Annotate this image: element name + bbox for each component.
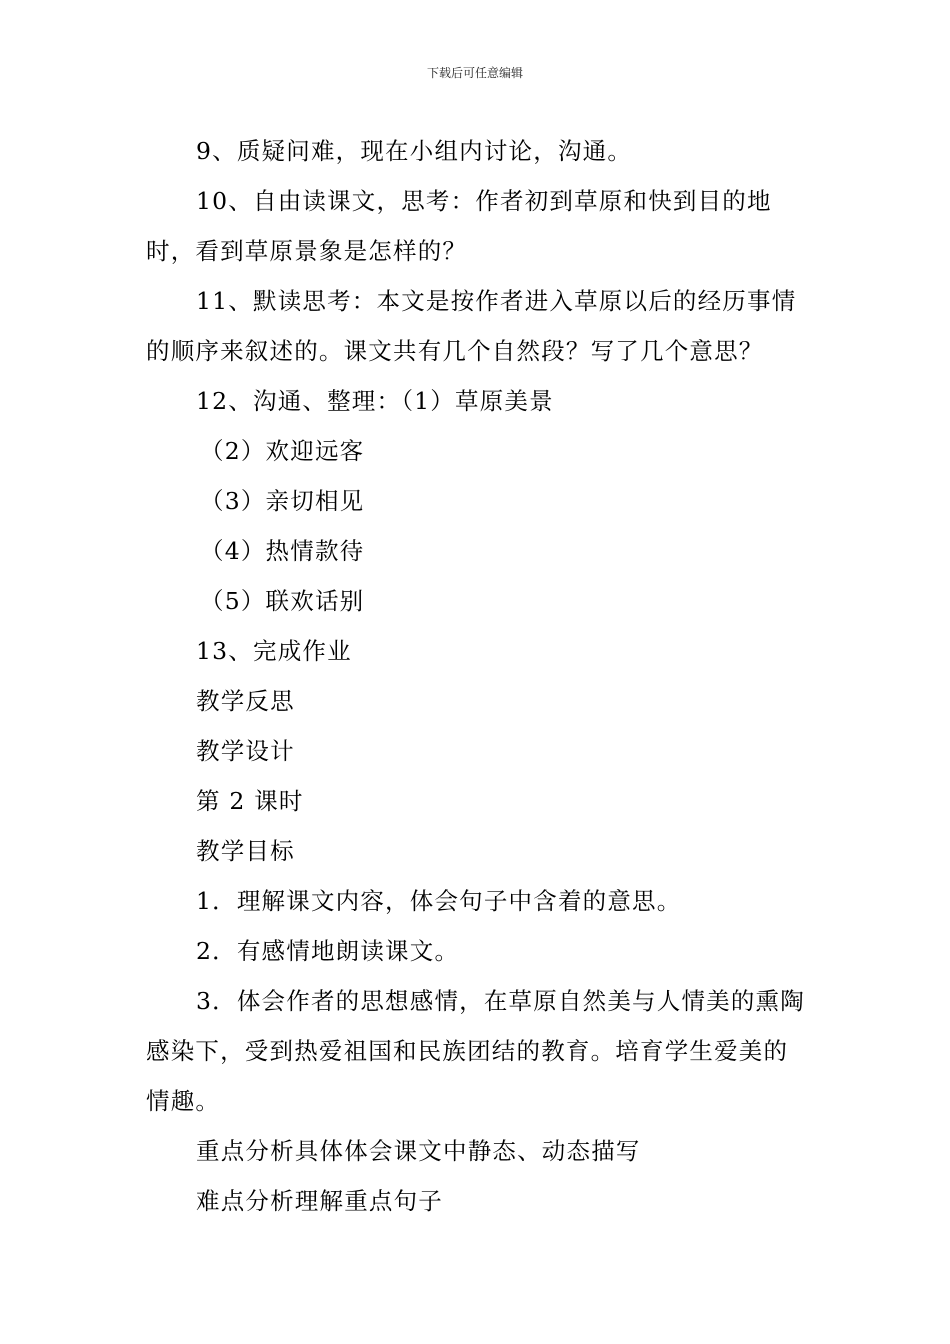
- list-item: （3）亲切相见: [200, 487, 365, 515]
- list-item: （5）联欢话别: [200, 587, 365, 615]
- paragraph: 11、默读思考：本文是按作者进入草原以后的经历事情的顺序来叙述的。课文共有几个自然段？写了几个意思？: [146, 287, 797, 365]
- objective-item: 1．理解课文内容，体会句子中含着的意思。: [196, 887, 682, 915]
- paragraph: 9、质疑问难，现在小组内讨论，沟通。: [196, 137, 633, 165]
- section-heading: 教学目标: [196, 837, 295, 865]
- paragraph: 13、完成作业: [196, 637, 352, 665]
- section-heading: 教学反思: [196, 687, 295, 715]
- list-item: （2）欢迎远客: [200, 437, 365, 465]
- paragraph: 10、自由读课文，思考：作者初到草原和快到目的地时，看到草原景象是怎样的？: [146, 187, 772, 265]
- objective-item: 2．有感情地朗读课文。: [196, 937, 460, 965]
- page-header: 下载后可任意编辑: [426, 66, 523, 80]
- objective-item: 3．体会作者的思想感情，在草原自然美与人情美的熏陶感染下，受到热爱祖国和民族团结的教育。培育学生爱美的情趣。: [146, 987, 805, 1115]
- paragraph: 重点分析具体体会课文中静态、动态描写: [196, 1137, 641, 1165]
- paragraph: 12、沟通、整理：（1）草原美景: [196, 387, 554, 415]
- document-body: [146, 126, 810, 1226]
- list-item: （4）热情款待: [200, 537, 365, 565]
- section-heading: 第 2 课时: [196, 787, 304, 815]
- paragraph: 难点分析理解重点句子: [196, 1187, 443, 1215]
- section-heading: 教学设计: [196, 737, 295, 765]
